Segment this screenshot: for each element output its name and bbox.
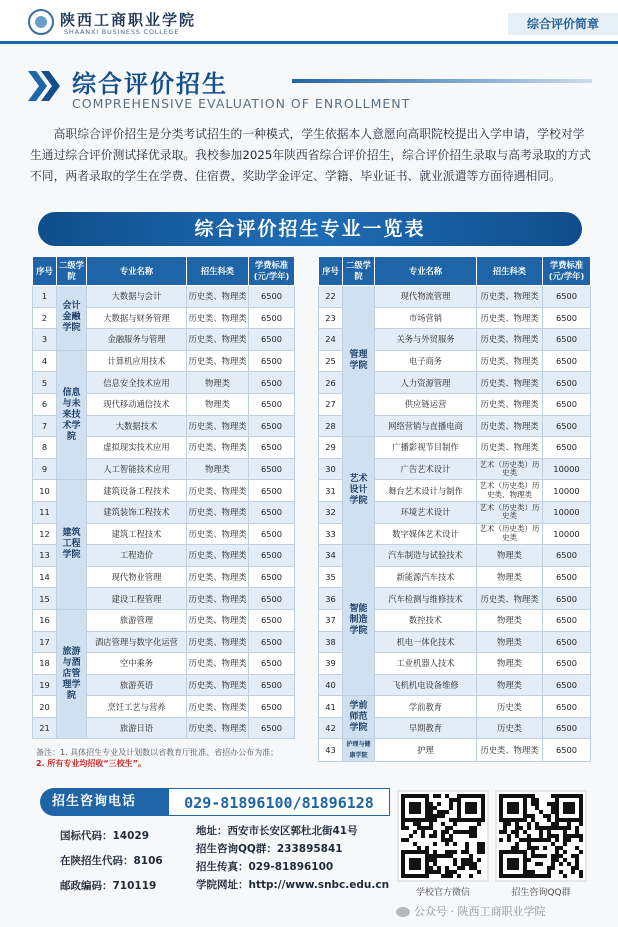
tuition-fee: 6500 [543,739,591,762]
tuition-fee: 6500 [249,631,295,653]
college-cell: 信息与未来技术学院 [57,350,87,480]
row-number: 13 [33,545,57,567]
row-number: 26 [319,372,343,394]
subject-category: 历史类、物理类 [477,393,543,415]
subject-category: 历史类、物理类 [477,307,543,329]
major-name: 建筑装饰工程技术 [87,501,187,523]
table-row [319,545,591,567]
row-number: 20 [33,696,57,718]
major-name: 汽车制造与试验技术 [375,545,477,567]
subject-category: 物理类 [187,458,249,480]
header-cell: 学费标准(元/学年) [543,257,591,286]
header-cell: 专业名称 [375,257,477,286]
address: 地址：西安市长安区郭杜北街41号 [196,825,358,837]
phone-label: 招生咨询电话 [52,794,137,809]
tuition-fee: 6500 [249,372,295,394]
tuition-fee: 6500 [249,566,295,588]
row-number: 40 [319,674,343,696]
subject-category: 历史类 [477,717,543,739]
page-title: 综合评价招生 [72,70,228,98]
subject-category: 历史类、物理类 [477,350,543,372]
title-divider [292,79,592,83]
tuition-fee: 6500 [249,717,295,739]
subject-category: 物理类 [477,566,543,588]
table-row [319,437,591,459]
header-cell: 专业名称 [87,257,187,286]
subject-category: 历史类、物理类 [477,588,543,610]
header-cell: 序号 [319,257,343,286]
table-row [319,696,591,718]
subject-category: 历史类、物理类 [187,480,249,502]
major-name: 汽车检测与维修技术 [375,588,477,610]
qr-label-qq: 招生咨询QQ群 [511,888,571,898]
tuition-fee: 6500 [543,609,591,631]
tuition-fee: 6500 [543,696,591,718]
major-name: 工业机器人技术 [375,653,477,675]
row-number: 8 [33,437,57,459]
watermark-text: 公众号 · 陕西工商职业学院 [414,905,546,918]
header-cell: 学费标准(元/学年) [249,257,295,286]
subject-category: 历史类、物理类 [477,739,543,762]
major-name: 供应链运营 [375,393,477,415]
major-name: 大数据与会计 [87,286,187,308]
wechat-qr-code-icon[interactable] [397,790,489,882]
major-name: 新能源汽车技术 [375,566,477,588]
row-number: 4 [33,350,57,372]
subject-category: 历史类、物理类 [477,329,543,351]
school-emblem-icon [28,9,54,35]
major-name: 空中乘务 [87,653,187,675]
country-code: 国标代码：14029 [60,830,150,842]
major-name: 现代移动通信技术 [87,393,187,415]
fax: 招生传真：029-81896100 [196,861,334,873]
subject-category: 艺术（历史类）历史类 [477,523,543,545]
tuition-fee: 6500 [249,674,295,696]
college-cell: 护理与健康学院 [343,739,375,762]
table-row [33,286,295,308]
row-number: 16 [33,609,57,631]
website[interactable]: 学院网址：http://www.snbc.edu.cn [196,879,390,891]
header-cell: 二级学院 [57,257,87,286]
row-number: 41 [319,696,343,718]
tuition-fee: 6500 [249,501,295,523]
qq-group: 招生咨询QQ群：233895841 [196,843,343,855]
subject-category: 物理类 [477,631,543,653]
subject-category: 历史类、物理类 [187,523,249,545]
row-number: 15 [33,588,57,610]
major-name: 人工智能技术应用 [87,458,187,480]
tuition-fee: 6500 [543,653,591,675]
row-number: 33 [319,523,343,545]
major-name: 数控技术 [375,609,477,631]
tuition-fee: 6500 [543,631,591,653]
tuition-fee: 6500 [543,415,591,437]
row-number: 11 [33,501,57,523]
subject-category: 物理类 [187,393,249,415]
major-name: 大数据技术 [87,415,187,437]
tuition-fee: 6500 [543,545,591,567]
row-number: 18 [33,653,57,675]
tuition-fee: 6500 [543,372,591,394]
qq-qr-code-icon[interactable] [495,790,587,882]
row-number: 1 [33,286,57,308]
row-number: 19 [33,674,57,696]
header-cell: 序号 [33,257,57,286]
major-name: 早期教育 [375,717,477,739]
row-number: 23 [319,307,343,329]
province-code: 在陕招生代码：8106 [60,855,163,867]
majors-table-right [318,256,591,762]
table-row [33,350,295,372]
subject-category: 历史类、物理类 [187,286,249,308]
major-name: 烹饪工艺与营养 [87,696,187,718]
subject-category: 历史类、物理类 [477,286,543,308]
subject-category: 历史类、物理类 [477,415,543,437]
tuition-fee: 6500 [249,696,295,718]
tuition-fee: 6500 [543,350,591,372]
row-number: 5 [33,372,57,394]
tuition-fee: 6500 [249,350,295,372]
header-cell: 招生科类 [477,257,543,286]
major-name: 现代物业管理 [87,566,187,588]
tuition-fee: 10000 [543,480,591,502]
table-banner: 综合评价招生专业一览表 [38,212,582,246]
watermark [396,903,546,919]
row-number: 14 [33,566,57,588]
major-name: 建筑工程技术 [87,523,187,545]
tuition-fee: 6500 [249,307,295,329]
tuition-fee: 6500 [249,329,295,351]
major-name: 信息安全技术应用 [87,372,187,394]
college-cell: 建筑工程学院 [57,480,87,610]
major-name: 工程造价 [87,545,187,567]
subject-category: 历史类、物理类 [187,717,249,739]
logo-text: 陕西工商职业学院 [60,11,197,29]
majors-table-left [32,256,295,739]
tuition-fee: 6500 [249,523,295,545]
header-cell: 二级学院 [343,257,375,286]
subject-category: 历史类、物理类 [187,674,249,696]
major-name: 市场营销 [375,307,477,329]
tuition-fee: 10000 [543,458,591,480]
row-number: 30 [319,458,343,480]
major-name: 旅游管理 [87,609,187,631]
major-name: 网络营销与直播电商 [375,415,477,437]
tuition-fee: 6500 [249,458,295,480]
major-name: 大数据与财务管理 [87,307,187,329]
row-number: 28 [319,415,343,437]
table-row [33,609,295,631]
note-2: 2. 所有专业均招收“三校生”。 [36,759,146,768]
tuition-fee: 6500 [249,609,295,631]
college-cell: 学前师范学院 [343,696,375,739]
subject-category: 历史类、物理类 [187,437,249,459]
row-number: 21 [33,717,57,739]
subject-category: 历史类、物理类 [187,653,249,675]
major-name: 酒店管理与数字化运营 [87,631,187,653]
subject-category: 历史类、物理类 [187,415,249,437]
major-name: 虚拟现实技术应用 [87,437,187,459]
subject-category: 历史类、物理类 [187,566,249,588]
phone-number[interactable]: 029-81896100/81896128 [168,788,390,816]
subject-category: 历史类、物理类 [187,588,249,610]
header-cell: 招生科类 [187,257,249,286]
tuition-fee: 6500 [543,329,591,351]
subject-category: 艺术（历史类）历史类 [477,458,543,480]
row-number: 22 [319,286,343,308]
tuition-fee: 6500 [543,393,591,415]
subject-category: 艺术（历史类）历史类、物理类 [477,480,543,502]
subject-category: 历史类、物理类 [187,609,249,631]
table-row [33,480,295,502]
subject-category: 物理类 [477,674,543,696]
subject-category: 物理类 [477,609,543,631]
major-name: 广告艺术设计 [375,458,477,480]
table-notes [36,747,278,769]
row-number: 36 [319,588,343,610]
subject-category: 物理类 [187,372,249,394]
major-name: 金融服务与管理 [87,329,187,351]
row-number: 29 [319,437,343,459]
double-chevron-icon [28,71,62,101]
tuition-fee: 6500 [543,717,591,739]
row-number: 12 [33,523,57,545]
tuition-fee: 6500 [543,674,591,696]
intro-paragraph: 高职综合评价招生是分类考试招生的一种模式，学生依据本人意愿向高职院校提出入学申请，学校对学生通过综合评价测试择优录取。我校参加2025年陕西省综合评价招生，综合评价招生录取与高考录取的方式不同，两者录取的学生在学费、住宿费、奖助学金评定、学籍、毕业证书、就业派遣等方面待遇相同。 [30,127,591,183]
tuition-fee: 6500 [249,437,295,459]
subject-category: 历史类、物理类 [187,307,249,329]
tuition-fee: 10000 [543,523,591,545]
row-number: 31 [319,480,343,502]
row-number: 10 [33,480,57,502]
subject-category: 物理类 [477,545,543,567]
contact-phone-bar [40,788,390,816]
header [0,0,618,44]
major-name: 旅游日语 [87,717,187,739]
tuition-fee: 10000 [543,501,591,523]
major-name: 机电一体化技术 [375,631,477,653]
college-cell: 旅游与酒店管理学院 [57,609,87,739]
header-tag: 综合评价简章 [508,13,618,35]
page-subtitle: COMPREHENSIVE EVALUATION OF ENROLLMENT [72,96,411,111]
college-cell: 会计金融学院 [57,286,87,351]
row-number: 25 [319,350,343,372]
major-name: 旅游英语 [87,674,187,696]
major-name: 护理 [375,739,477,762]
tuition-fee: 6500 [249,545,295,567]
row-number: 27 [319,393,343,415]
row-number: 6 [33,393,57,415]
row-number: 9 [33,458,57,480]
major-name: 环境艺术设计 [375,501,477,523]
major-name: 人力资源管理 [375,372,477,394]
subject-category: 历史类 [477,696,543,718]
subject-category: 历史类、物理类 [477,372,543,394]
row-number: 2 [33,307,57,329]
major-name: 关务与外贸服务 [375,329,477,351]
row-number: 17 [33,631,57,653]
subject-category: 历史类、物理类 [187,545,249,567]
subject-category: 历史类、物理类 [187,631,249,653]
row-number: 43 [319,739,343,762]
college-cell: 智能制造学院 [343,545,375,696]
qr-label-wechat: 学校官方微信 [415,888,470,898]
tuition-fee: 6500 [249,653,295,675]
college-cell: 艺术设计学院 [343,437,375,545]
tuition-fee: 6500 [543,566,591,588]
row-number: 34 [319,545,343,567]
college-cell: 管理学院 [343,286,375,437]
tuition-fee: 6500 [249,415,295,437]
subject-category: 历史类、物理类 [477,437,543,459]
subject-category: 艺术（历史类）历史类 [477,501,543,523]
major-name: 学前教育 [375,696,477,718]
tuition-fee: 6500 [543,286,591,308]
tuition-fee: 6500 [543,437,591,459]
subject-category: 历史类、物理类 [187,329,249,351]
logo-subtext: SHAANXI BUSINESS COLLEGE [64,28,180,36]
tuition-fee: 6500 [249,286,295,308]
tuition-fee: 6500 [249,588,295,610]
row-number: 3 [33,329,57,351]
major-name: 飞机机电设备维修 [375,674,477,696]
row-number: 32 [319,501,343,523]
subject-category: 物理类 [477,653,543,675]
row-number: 38 [319,631,343,653]
subject-category: 历史类、物理类 [187,350,249,372]
major-name: 现代物流管理 [375,286,477,308]
tuition-fee: 6500 [543,588,591,610]
table-row [319,739,591,762]
major-name: 计算机应用技术 [87,350,187,372]
tuition-fee: 6500 [543,307,591,329]
major-name: 建设工程管理 [87,588,187,610]
row-number: 35 [319,566,343,588]
row-number: 7 [33,415,57,437]
subject-category: 历史类、物理类 [187,501,249,523]
row-number: 39 [319,653,343,675]
major-name: 数字媒体艺术设计 [375,523,477,545]
tuition-fee: 6500 [249,480,295,502]
wechat-icon [396,907,410,917]
major-name: 建筑设备工程技术 [87,480,187,502]
tuition-fee: 6500 [249,393,295,415]
note-1: 备注：1. 具体招生专业及计划数以省教育厅批准、省招办公布为准； [36,748,279,757]
table-row [319,286,591,308]
row-number: 42 [319,717,343,739]
row-number: 24 [319,329,343,351]
row-number: 37 [319,609,343,631]
major-name: 广播影视节目制作 [375,437,477,459]
major-name: 电子商务 [375,350,477,372]
subject-category: 历史类、物理类 [187,696,249,718]
major-name: 舞台艺术设计与制作 [375,480,477,502]
postcode: 邮政编码：710119 [60,880,157,892]
